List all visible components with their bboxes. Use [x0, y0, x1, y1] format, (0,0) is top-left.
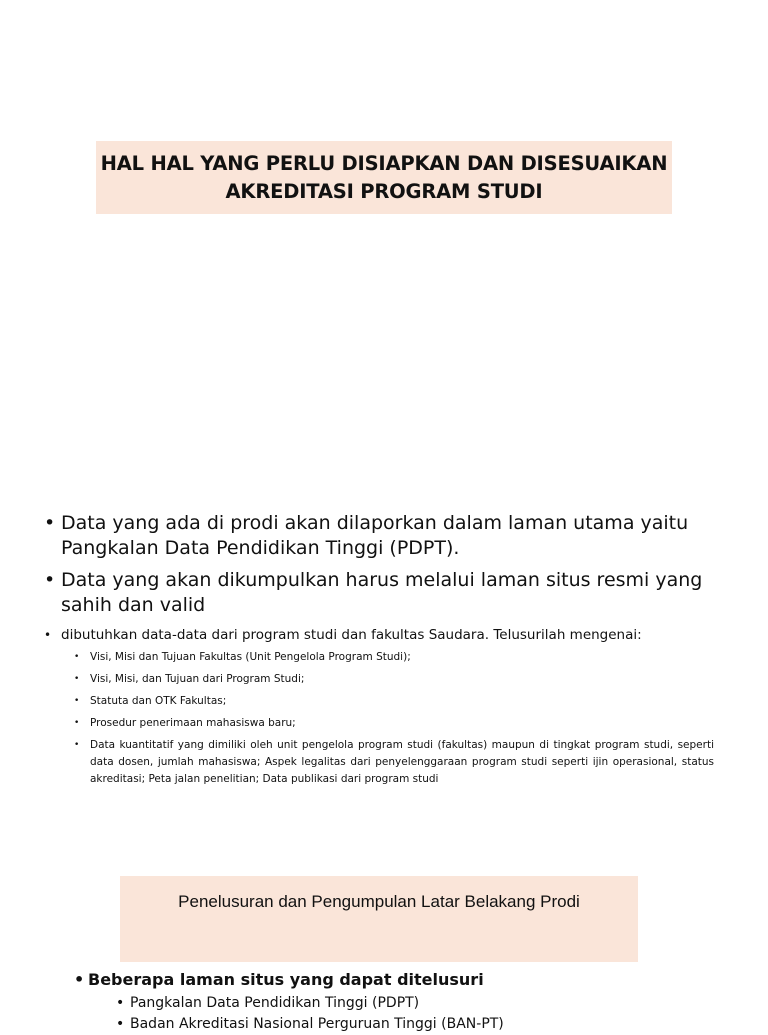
title-line-2: AKREDITASI PROGRAM STUDI	[225, 179, 543, 203]
title-line-1: HAL HAL YANG PERLU DISIAPKAN DAN DISESUAIKAN	[100, 151, 668, 175]
title-box	[96, 141, 672, 214]
sub-item-visi-prodi: • Visi, Misi, dan Tujuan dari Program Studi;	[74, 671, 714, 688]
site-list-heading	[74, 968, 694, 1035]
site-item-banpt: • Badan Akreditasi Nasional Perguruan Tinggi (BAN-PT)	[116, 1014, 694, 1035]
sub-item-statuta: • Statuta dan OTK Fakultas;	[74, 693, 714, 710]
bullet-pdpt-report: • Data yang ada di prodi akan dilaporkan dalam laman utama yaitu Pangkalan Data Pendidikan Tinggi (PDPT).	[44, 511, 724, 561]
site-list	[74, 968, 694, 1035]
site-list-heading-text: Beberapa laman situs yang dapat ditelusuri	[88, 970, 484, 989]
bullet-official-sites: • Data yang akan dikumpulkan harus melalui laman situs resmi yang sahih dan valid	[44, 568, 724, 618]
main-bullet-list	[44, 511, 724, 793]
sub-bullet-list	[74, 649, 714, 788]
intro-text: dibutuhkan data-data dari program studi dan fakultas Saudara. Telusurilah mengenai:	[61, 627, 642, 643]
bullet-intro	[44, 625, 724, 788]
sub-item-data-kuantitatif: • Data kuantitatif yang dimiliki oleh unit pengelola program studi (fakultas) maupun di tingkat program studi, seperti data dosen, jumlah mahasiswa; Aspek legalitas dari penyelenggaraan program studi seperti ijin operasional, status akreditasi; Peta jalan penelitian; Data publikasi dari program studi	[74, 737, 714, 788]
section-title: Penelusuran dan Pengumpulan Latar Belakang Prodi	[178, 892, 580, 911]
sub-item-prosedur: • Prosedur penerimaan mahasiswa baru;	[74, 715, 714, 732]
sub-item-visi-fakultas: • Visi, Misi dan Tujuan Fakultas (Unit Pengelola Program Studi);	[74, 649, 714, 666]
section-title-box	[120, 876, 638, 962]
site-sub-list	[116, 993, 694, 1035]
site-item-pdpt: • Pangkalan Data Pendidikan Tinggi (PDPT)	[116, 993, 694, 1014]
